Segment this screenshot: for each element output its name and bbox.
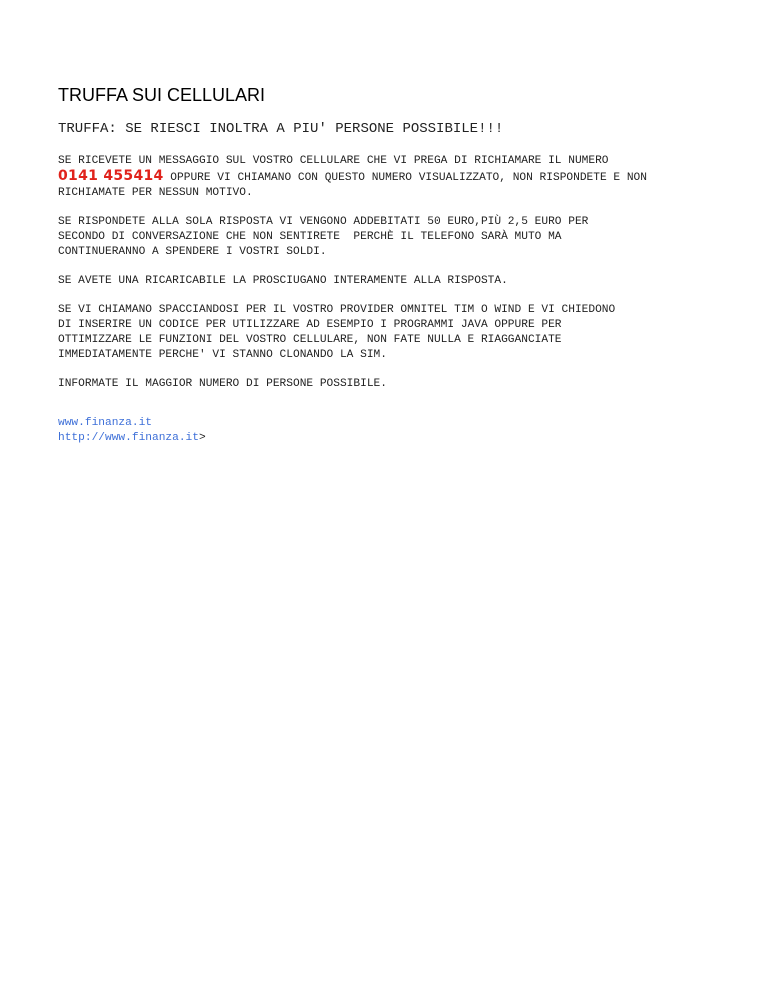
paragraph-line: SECONDO DI CONVERSAZIONE CHE NON SENTIRETE PERCHÈ IL TELEFONO SARÀ MUTO MA xyxy=(58,231,562,243)
finanza-full-link[interactable]: http://www.finanza.it xyxy=(58,432,199,444)
paragraph-charges xyxy=(58,215,718,260)
paragraph-inform xyxy=(58,377,718,392)
paragraph-line: SE AVETE UNA RICARICABILE LA PROSCIUGANO INTERAMENTE ALLA RISPOSTA. xyxy=(58,275,508,287)
phone-number: 0141 455414 xyxy=(58,168,164,184)
paragraph-line: SE VI CHIAMANO SPACCIANDOSI PER IL VOSTRO PROVIDER OMNITEL TIM O WIND E VI CHIEDONO xyxy=(58,304,616,316)
paragraph-line: OTTIMIZZARE LE FUNZIONI DEL VOSTRO CELLULARE, NON FATE NULLA E RIAGGANCIATE xyxy=(58,334,562,346)
page-title: TRUFFA SUI CELLULARI xyxy=(58,85,266,105)
paragraph-line: IMMEDIATAMENTE PERCHE' VI STANNO CLONANDO LA SIM. xyxy=(58,349,387,361)
paragraph-line: RICHIAMATE PER NESSUN MOTIVO. xyxy=(58,187,253,199)
paragraph-line: INFORMATE IL MAGGIOR NUMERO DI PERSONE POSSIBILE. xyxy=(58,378,387,390)
links-section xyxy=(58,416,718,446)
link-suffix: > xyxy=(199,432,206,444)
paragraph-line: OPPURE VI CHIAMANO CON QUESTO NUMERO VISUALIZZATO, NON RISPONDETE E NON xyxy=(163,172,647,184)
paragraph-provider-scam xyxy=(58,303,718,363)
document-page xyxy=(58,84,718,446)
finanza-link[interactable]: www.finanza.it xyxy=(58,417,152,429)
warning-subtitle: TRUFFA: SE RIESCI INOLTRA A PIU' PERSONE POSSIBILE!!! xyxy=(58,121,504,137)
paragraph-message-warning xyxy=(58,154,718,201)
paragraph-line: CONTINUERANNO A SPENDERE I VOSTRI SOLDI. xyxy=(58,246,327,258)
paragraph-prepaid xyxy=(58,274,718,289)
paragraph-line: DI INSERIRE UN CODICE PER UTILIZZARE AD ESEMPIO I PROGRAMMI JAVA OPPURE PER xyxy=(58,319,562,331)
paragraph-line: SE RICEVETE UN MESSAGGIO SUL VOSTRO CELLULARE CHE VI PREGA DI RICHIAMARE IL NUMERO xyxy=(58,155,609,167)
paragraph-line: SE RISPONDETE ALLA SOLA RISPOSTA VI VENGONO ADDEBITATI 50 EURO,PIÙ 2,5 EURO PER xyxy=(58,216,589,228)
